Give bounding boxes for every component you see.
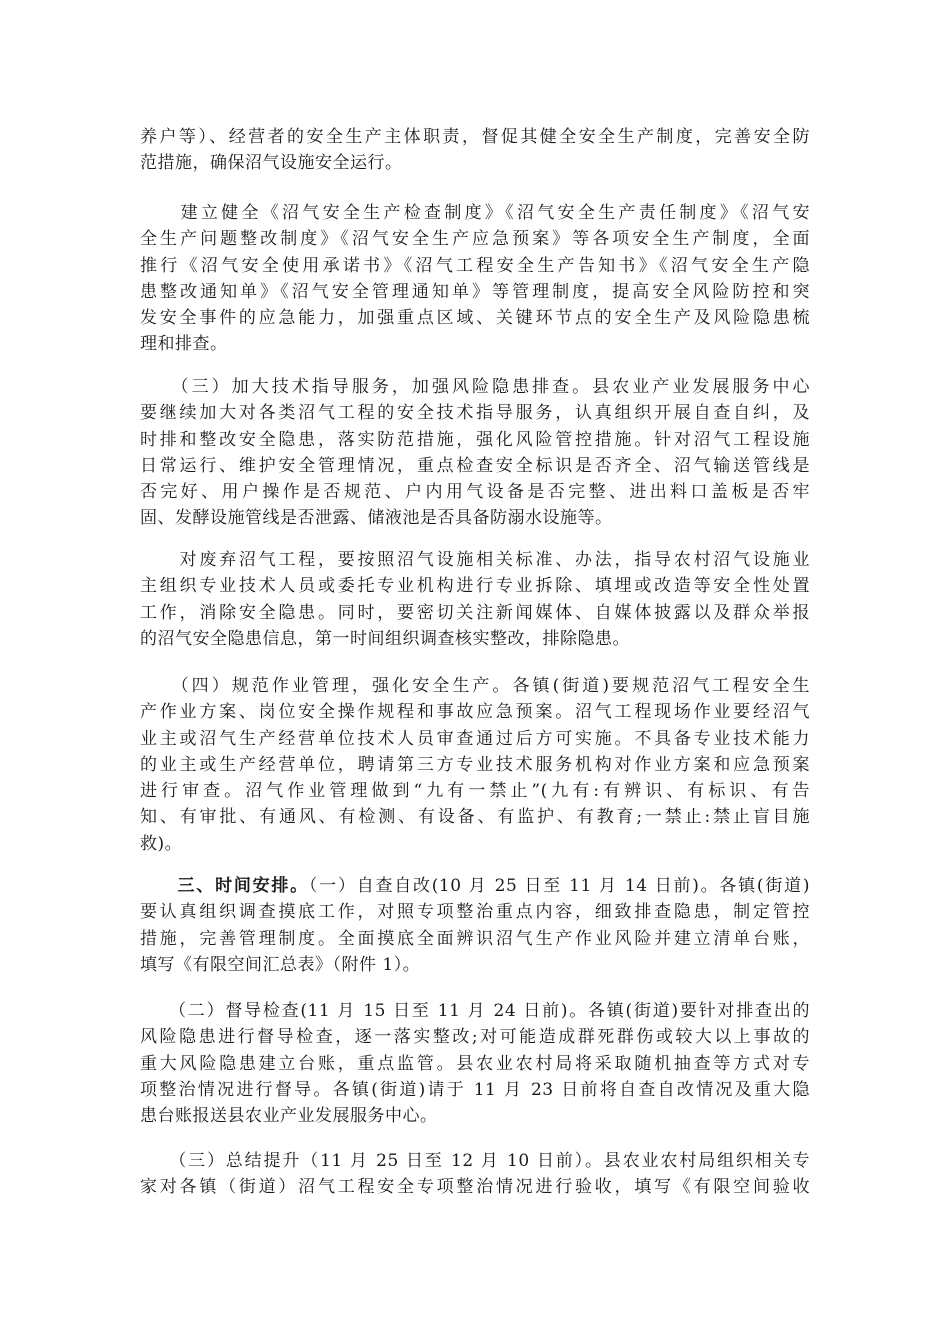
text-line: 进行审查。沼气作业管理做到“九有一禁止”(九有:有辨识、有标识、有告 bbox=[140, 781, 810, 802]
text-line: 产作业方案、岗位安全操作规程和事故应急预案。沼气工程现场作业要经沼气 bbox=[140, 702, 810, 723]
text-line: 措施，完善管理制度。全面摸底全面辨识沼气生产作业风险并建立清单台账， bbox=[140, 928, 810, 949]
paragraph-8 bbox=[140, 1148, 810, 1201]
text-line: 对废弃沼气工程，要按照沼气设施相关标准、办法，指导农村沼气设施业 bbox=[140, 550, 810, 570]
text-line: 业主或沼气生产经营单位技术人员审查通过后方可实施。不具备专业技术能力 bbox=[140, 728, 810, 749]
text-line: 日常运行、维护安全管理情况，重点检查安全标识是否齐全、沼气输送管线是 bbox=[140, 455, 810, 476]
text-line: 理和排查。 bbox=[140, 334, 228, 355]
text-line: （四）规范作业管理，强化安全生产。各镇(街道)要规范沼气工程安全生 bbox=[140, 676, 810, 696]
text-line: 全生产问题整改制度》《沼气安全生产应急预案》等各项安全生产制度，全面 bbox=[140, 229, 810, 250]
paragraph-7 bbox=[140, 998, 810, 1129]
text-line: 否完好、用户操作是否规范、户内用气设备是否完整、进出料口盖板是否牢 bbox=[140, 482, 810, 503]
text-line: 建立健全《沼气安全生产检查制度》《沼气安全生产责任制度》《沼气安 bbox=[140, 203, 810, 223]
text-line: 要继续加大对各类沼气工程的安全技术指导服务，认真组织开展自查自纠，及 bbox=[140, 403, 810, 424]
text-line: 救)。 bbox=[140, 833, 183, 854]
text-line: 填写《有限空间汇总表》（附件 1）。 bbox=[140, 954, 421, 975]
text-line: 固、发酵设施管线是否泄露、储液池是否具备防溺水设施等。 bbox=[140, 508, 613, 529]
paragraph-1 bbox=[140, 124, 810, 177]
paragraph-2 bbox=[140, 200, 810, 358]
text-line: 家对各镇（街道）沼气工程安全专项整治情况进行验收，填写《有限空间验收 bbox=[140, 1177, 810, 1198]
text-line: 主组织专业技术人员或委托专业机构进行专业拆除、填埋或改造等安全性处置 bbox=[140, 576, 810, 597]
text-line: 工作，消除安全隐患。同时，要密切关注新闻媒体、自媒体披露以及群众举报 bbox=[140, 602, 810, 623]
text-line: 的沼气安全隐患信息，第一时间组织调查核实整改，排除隐患。 bbox=[140, 628, 630, 649]
text-line: （三）加大技术指导服务，加强风险隐患排查。县农业产业发展服务中心 bbox=[140, 377, 810, 397]
text-line: 知、有审批、有通风、有检测、有设备、有监护、有教育;一禁止:禁止盲目施 bbox=[140, 807, 810, 828]
text-line: 发安全事件的应急能力，加强重点区域、关键环节点的安全生产及风险隐患梳 bbox=[140, 308, 810, 329]
text-line: 患台账报送县农业产业发展服务中心。 bbox=[140, 1106, 438, 1127]
paragraph-4 bbox=[140, 547, 810, 652]
text-line: 的业主或生产经营单位，聘请第三方专业技术服务机构对作业方案和应急预案 bbox=[140, 754, 810, 775]
text-line: （二）督导检查(11 月 15 日至 11 月 24 日前)。各镇(街道)要针对排查出的 bbox=[140, 1001, 810, 1021]
text-line: 要认真组织调查摸底工作，对照专项整治重点内容，细致排查隐患，制定管控 bbox=[140, 902, 810, 923]
text-line bbox=[140, 873, 810, 899]
text-line: 项整治情况进行督导。各镇(街道)请于 11 月 23 日前将自查自改情况及重大隐 bbox=[140, 1079, 810, 1100]
text-line: 患整改通知单》《沼气安全管理通知单》等管理制度，提高安全风险防控和突 bbox=[140, 281, 810, 302]
text-line: 范措施，确保沼气设施安全运行。 bbox=[140, 153, 403, 174]
text-line: 推行《沼气安全使用承诺书》《沼气工程安全生产告知书》《沼气安全生产隐 bbox=[140, 255, 810, 276]
text-line: （三）总结提升（11 月 25 日至 12 月 10 日前）。县农业农村局组织相关专 bbox=[140, 1151, 810, 1171]
paragraph-3 bbox=[140, 374, 810, 532]
section-heading: 三、时间安排。 bbox=[140, 876, 309, 896]
paragraph-6 bbox=[140, 873, 810, 978]
text-line: 时排和整改安全隐患，落实防范措施，强化风险管控措施。针对沼气工程设施 bbox=[140, 429, 810, 450]
text-line: 重大风险隐患建立台账，重点监管。县农业农村局将采取随机抽查等方式对专 bbox=[140, 1053, 810, 1074]
paragraph-5 bbox=[140, 673, 810, 857]
text-line: 风险隐患进行督导检查，逐一落实整改;对可能造成群死群伤或较大以上事故的 bbox=[140, 1027, 810, 1048]
text-line: 养户等）、经营者的安全生产主体职责，督促其健全安全生产制度，完善安全防 bbox=[140, 127, 810, 147]
text-run: （一）自查自改(10 月 25 日至 11 月 14 日前)。各镇(街道) bbox=[308, 876, 810, 896]
